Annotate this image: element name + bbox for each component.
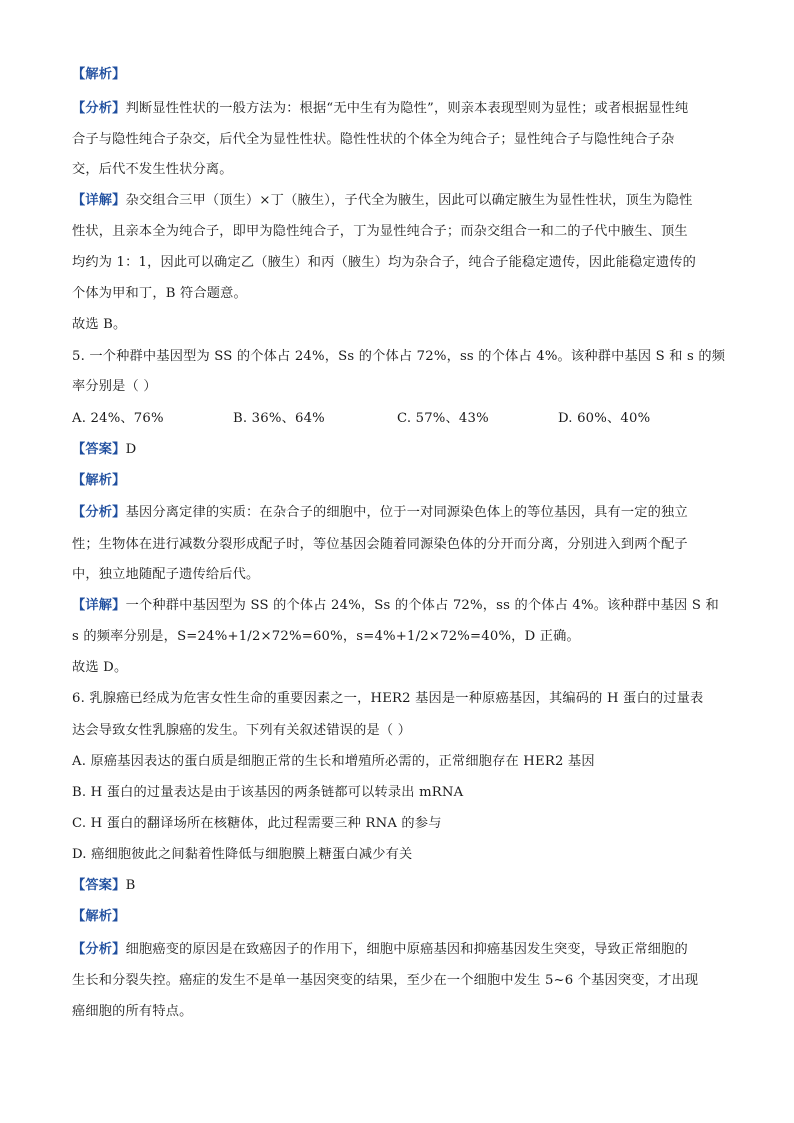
answer-line: 【答案】D bbox=[72, 442, 137, 457]
analysis-line: 【分析】判断显性性状的一般方法为：根据“无中生有为隐性”，则亲本表现型则为显性；或者根据显性纯 bbox=[72, 101, 689, 116]
detail-line: 性状，且亲本全为纯合子，即甲为隐性纯合子，丁为显性纯合子；而杂交组合一和二的子代中腋生、顶生 bbox=[72, 224, 688, 239]
question-5-stem: 5. 一个种群中基因型为 SS 的个体占 24%，Ss 的个体占 72%，ss 的个体占 4%。该种群中基因 S 和 s 的频 bbox=[72, 349, 726, 364]
choice-line: 故选 D。 bbox=[72, 660, 128, 675]
option-d: D. 60%、40% bbox=[558, 411, 651, 426]
detail-line: 个体为甲和丁，B 符合题意。 bbox=[72, 286, 247, 301]
question-5-stem: 率分别是（ ） bbox=[72, 379, 157, 394]
question-6-stem: 6. 乳腺癌已经成为危害女性生命的重要因素之一，HER2 基因是一种原癌基因，其编码的 H 蛋白的过量表 bbox=[72, 691, 704, 706]
analysis-line: 癌细胞的所有特点。 bbox=[72, 1004, 193, 1019]
option-a: A. 24%、76% bbox=[72, 411, 164, 426]
option-c: C. 57%、43% bbox=[397, 411, 489, 426]
analysis-line: 【分析】基因分离定律的实质：在杂合子的细胞中，位于一对同源染色体上的等位基因，具有一定的独立 bbox=[72, 505, 688, 520]
option-a: A. 原癌基因表达的蛋白质是细胞正常的生长和增殖所必需的，正常细胞存在 HER2 基因 bbox=[72, 754, 595, 769]
detail-line: s 的频率分别是，S=24%+1/2×72%=60%，s=4%+1/2×72%=40%，D 正确。 bbox=[72, 629, 580, 644]
option-b: B. H 蛋白的过量表达是由于该基因的两条链都可以转录出 mRNA bbox=[72, 785, 464, 800]
choice-line: 故选 B。 bbox=[72, 317, 127, 332]
analysis-heading: 【解析】 bbox=[72, 909, 126, 924]
answer-line: 【答案】B bbox=[72, 878, 136, 893]
analysis-line: 生长和分裂失控。癌症的发生不是单一基因突变的结果，至少在一个细胞中发生 5~6 个基因突变，才出现 bbox=[72, 973, 699, 988]
analysis-line: 交，后代不发生性状分离。 bbox=[72, 162, 233, 177]
analysis-line: 性；生物体在进行减数分裂形成配子时，等位基因会随着同源染色体的分开而分离，分别进入到两个配子 bbox=[72, 537, 688, 552]
option-b: B. 36%、64% bbox=[233, 411, 325, 426]
analysis-heading: 【解析】 bbox=[72, 473, 126, 488]
analysis-line: 中，独立地随配子遗传给后代。 bbox=[72, 567, 260, 582]
analysis-line: 【分析】细胞癌变的原因是在致癌因子的作用下，细胞中原癌基因和抑癌基因发生突变，导致正常细胞的 bbox=[72, 942, 688, 957]
option-d: D. 癌细胞彼此之间黏着性降低与细胞膜上糖蛋白减少有关 bbox=[72, 847, 413, 862]
analysis-heading: 【解析】 bbox=[72, 67, 126, 82]
detail-line: 均约为 1：1，因此可以确定乙（腋生）和丙（腋生）均为杂合子，纯合子能稳定遗传，因此能稳定遗传的 bbox=[72, 255, 697, 270]
question-6-stem: 达会导致女性乳腺癌的发生。下列有关叙述错误的是（ ） bbox=[72, 723, 412, 738]
analysis-line: 合子与隐性纯合子杂交，后代全为显性性状。隐性性状的个体全为纯合子；显性纯合子与隐性纯合子杂 bbox=[72, 132, 675, 147]
detail-line: 【详解】一个种群中基因型为 SS 的个体占 24%，Ss 的个体占 72%，ss 的个体占 4%。该种群中基因 S 和 bbox=[72, 598, 719, 613]
detail-line: 【详解】杂交组合三甲（顶生）×丁（腋生），子代全为腋生，因此可以确定腋生为显性性状，顶生为隐性 bbox=[72, 193, 693, 208]
option-c: C. H 蛋白的翻译场所在核糖体，此过程需要三种 RNA 的参与 bbox=[72, 816, 442, 831]
